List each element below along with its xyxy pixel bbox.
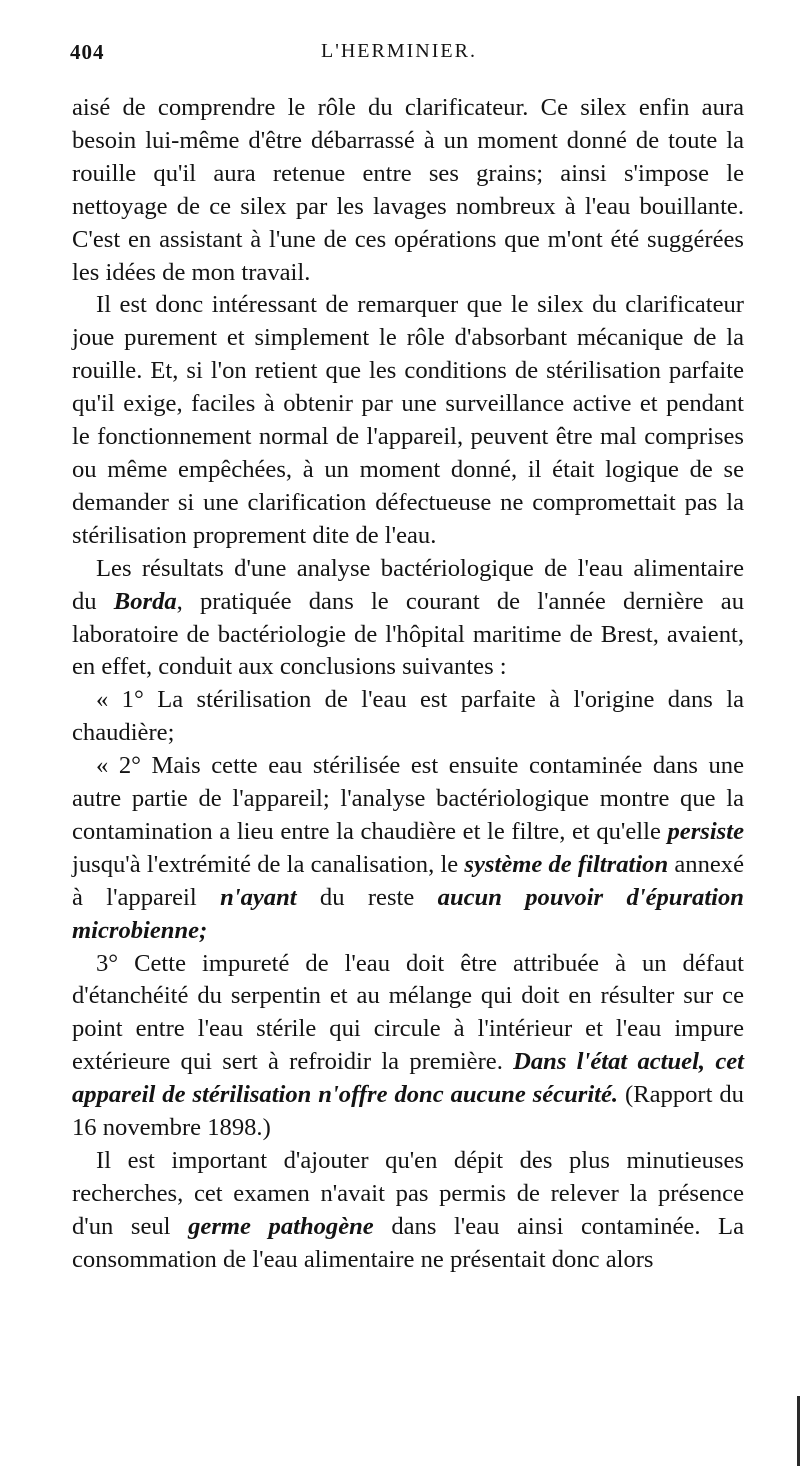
page-header xyxy=(70,40,728,74)
text-run: Les résultats d'une analyse bactériologique de l'eau alimentaire du xyxy=(72,554,744,615)
text-run: Il est important d'ajouter qu'en dépit des plus minutieuses recherches, cet examen n'avait pas permis de relever la présence d'un seul xyxy=(72,1147,744,1240)
italic-run: système de filtration xyxy=(464,850,669,878)
italic-run: Borda xyxy=(113,587,177,615)
paragraph-3 xyxy=(72,553,744,685)
italic-run: persiste xyxy=(667,817,744,845)
running-head: L'HERMINIER. xyxy=(321,40,477,62)
paragraph-4: « 1° La stérilisation de l'eau est parfaite à l'origine dans la chaudière; xyxy=(72,686,744,747)
paragraph-7 xyxy=(72,1145,744,1277)
text-run: dans l'eau ainsi contaminée. La consommation de l'eau alimentaire ne présentait donc alors xyxy=(72,1212,744,1273)
text-run: 3° Cette impureté de l'eau doit être attribuée à un défaut d'étanchéité du serpentin et au mélange qui doit en résulter sur ce point entre l'eau stérile qui circule à l'intérieur et l'eau impure extérieure qui sert à refroidir la première. xyxy=(72,949,744,1076)
italic-run: n'ayant xyxy=(220,883,297,911)
italic-run: aucun pouvoir d'épuration microbienne; xyxy=(72,883,744,944)
text-run: (Rapport du 16 novembre 1898.) xyxy=(72,1081,744,1142)
text-run: du reste xyxy=(296,883,438,911)
page-number: 404 xyxy=(70,40,105,64)
body-text xyxy=(72,92,744,1277)
italic-run: germe pathogène xyxy=(188,1212,374,1240)
paragraph-6 xyxy=(72,948,744,1145)
italic-run: Dans l'état actuel, cet appareil de stérilisation n'offre donc aucune sécurité. xyxy=(72,1048,744,1109)
paragraph-5 xyxy=(72,750,744,947)
paragraph-1: aisé de comprendre le rôle du clarificateur. Ce silex enfin aura besoin lui-même d'être débarrassé à un moment donné de toute la rouille qu'il aura retenue entre ses grains; ainsi s'impose le nettoyage de ce silex par les lavages nombreux à l'eau bouillante. C'est en assistant à l'une de ces opérations que m'ont été suggérées les idées de mon travail. xyxy=(72,94,744,286)
text-run: , pratiquée dans le courant de l'année dernière au laboratoire de bactériologie de l'hôpital maritime de Brest, avaient, en effet, conduit aux conclusions suivantes : xyxy=(72,587,744,681)
paragraph-2: Il est donc intéressant de remarquer que le silex du clarificateur joue purement et simplement le rôle d'absorbant mécanique de la rouille. Et, si l'on retient que les conditions de stérilisation parfaite qu'il exige, faciles à obtenir par une surveillance active et pendant le fonctionnement normal de l'appareil, peuvent être mal comprises ou même empêchées, à un moment donné, il était logique de se demander si une clarification défectueuse ne compromettait pas la stérilisation proprement dite de l'eau. xyxy=(72,291,744,549)
text-run: jusqu'à l'extrémité de la canalisation, le xyxy=(72,850,465,878)
text-run: annexé à l'appareil xyxy=(72,850,745,911)
text-run: « 2° Mais cette eau stérilisée est ensuite contaminée dans une autre partie de l'appareil; l'analyse bactériologique montre que la contamination a lieu entre la chaudière et le filtre, et qu'elle xyxy=(72,752,744,845)
